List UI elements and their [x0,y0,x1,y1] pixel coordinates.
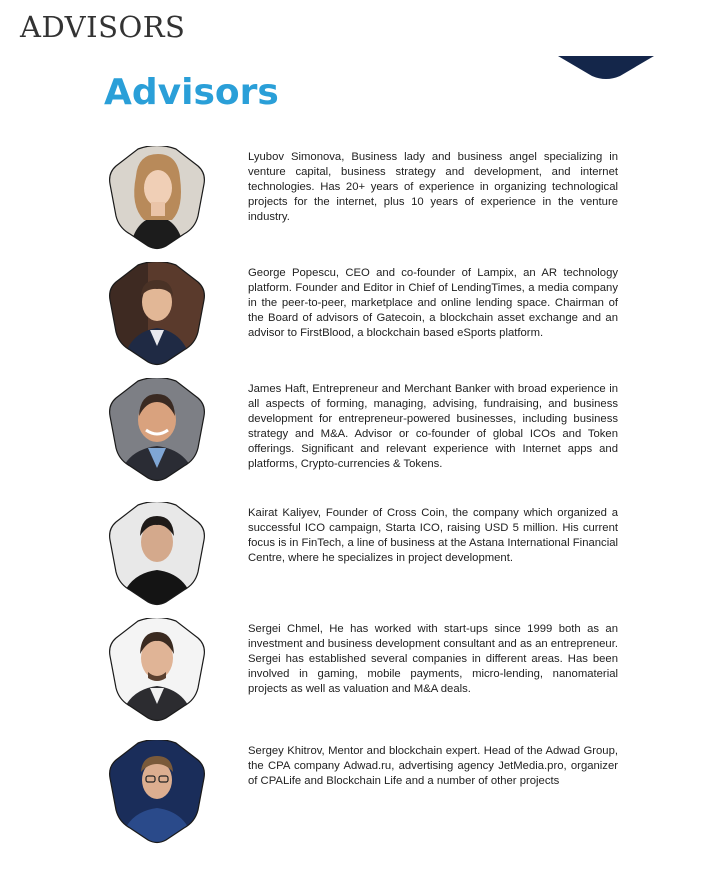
advisor-card [108,262,628,370]
advisor-bio: George Popescu, CEO and co-founder of Lampix, an AR technology platform. Founder and Editor in Chief of LendingTimes, a media company in the peer-to-peer, marketplace and online lending space. Chairman of the Board of advisors of Gatecoin, a blockchain asset exchange and an advisor to FirstBlood, a blockchain based eSports platform. [248,267,618,339]
page-heading: ADVISORS [20,10,186,44]
advisor-bio: Sergey Khitrov, Mentor and blockchain expert. Head of the Adwad Group, the CPA company Adwad.ru, advertising agency JetMedia.pro, organizer of CPALife and Blockchain Life and a number of other projects [248,745,618,787]
advisor-card [108,740,628,848]
advisor-bio: Sergei Chmel, He has worked with start-ups since 1999 both as an investment and business development consultant and as an entrepreneur. Sergei has established several companies in different areas. Has been involved in gaming, mobile payments, micro-lending, nanomaterial projects as well as valuation and M&A deals. [248,623,618,695]
advisor-photo [108,262,206,366]
advisor-photo [108,502,206,606]
advisor-bio: James Haft, Entrepreneur and Merchant Banker with broad experience in all aspects of forming, managing, advising, fundraising, and business development for entrepreneur-powered businesses, including business strategy and M&A. Advisor or co-founder of global ICOs and Token offerings. Significant and relevant experience with Internet apps and platforms, Crypto-currencies & Tokens. [248,383,618,470]
section-title: Advisors [104,72,279,113]
advisor-photo [108,378,206,482]
advisor-bio: Kairat Kaliyev, Founder of Cross Coin, the company which organized a successful ICO campaign, Starta ICO, raising USD 5 million. His current focus is in FinTech, a line of business at the Astana International Financial Centre, where he specializes in project development. [248,507,618,564]
advisor-card [108,378,628,486]
advisor-photo [108,618,206,722]
advisor-card [108,146,628,254]
advisor-photo [108,740,206,844]
advisor-bio: Lyubov Simonova, Business lady and business angel specializing in venture capital, business strategy and development, and internet technologies. Has 20+ years of experience in organizing technological projects for the internet, plus 10 years of experience in the venture industry. [248,151,618,223]
advisor-card [108,618,628,726]
advisor-photo [108,146,206,250]
advisor-card [108,502,628,610]
corner-decoration [558,56,654,80]
